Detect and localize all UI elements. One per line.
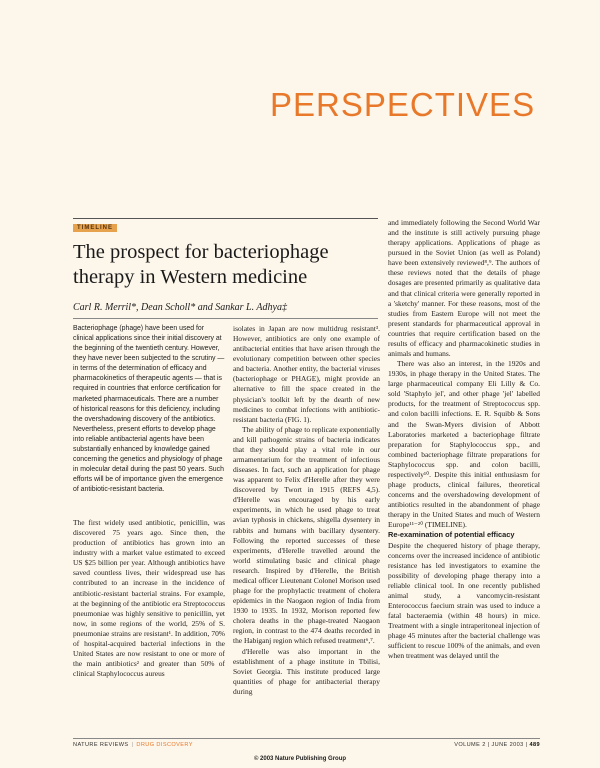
paragraph: The ability of phage to replicate exponentially and kill pathogenic strains of bacteria indicates that they should play a vital role in our armamentarium for the treatment of infectious diseases. In fact, such an application for phage was apparent to Felix d'Herelle after they were discovered by Twort in 1915 (REFS 4,5). d'Herelle was encouraged by his early experiments, in which he used phage to treat avian typhosis in chickens, shigella dysentery in rabbits and humans with bacillary dysentery. Following the reported successes of these experiments, d'Herelle travelled around the world stimulating basic and clinical phage research. Inspired by d'Herelle, the British medical officer Lieutenant Colonel Morison used phage for the prophylactic treatment of cholera epidemics in the Naogaon region of India from 1930 to 1935. In 1932, Morison reported few cholera deaths in the phage-treated Naogaon region, in contrast to the 474 deaths recorded in the Habiganj region which refused treatment⁶,⁷. [233,424,380,646]
section-heading: PERSPECTIVES [270,86,536,123]
paragraph: Despite the chequered history of phage therapy, concerns over the increased incidence of antibiotic resistance has led investigators to examine the possibility of developing phage therapy into a reliable clinical tool. In one recently published animal study, a vancomycin-resistant Enterococcus faecium strain was used to induce a fatal bacteraemia (within 48 hours) in mice. Treatment with a single intraperitoneal injection of phage 45 minutes after the bacterial challenge was sufficient to rescue 100% of the animals, and even when treatment was delayed until the [388,540,540,661]
timeline-tag: TIMELINE [73,224,117,232]
abstract-text: Bacteriophage (phage) have been used for clinical applications since their initial discovery at the beginning of the twentieth century. However, they have never been subjected to the scrutiny — in terms of the determination of efficacy and pharmacokinetics of therapeutic agents — that is required in countries that enforce certification for marketed pharmaceuticals. There are a number of historical reasons for this deficiency, including the overshadowing discovery of the antibiotics. Nevertheless, present efforts to develop phage into reliable antibacterial agents have been substantially enhanced by knowledge gained concerning the genetics and physiology of phage in molecular detail during the past 50 years. Such efforts will be of importance given the emergence of antibiotic-resistant bacteria. [73,325,225,494]
article-authors: Carl R. Merril*, Dean Scholl* and Sankar L. Adhya‡ [73,302,287,313]
paragraph: d'Herelle was also important in the establishment of a phage institute in Tbilisi, Soviet Georgia. This institute produced large quantities of phage for antibacterial therapy during [233,646,380,696]
subjournal-name: DRUG DISCOVERY [136,742,193,748]
volume-info: VOLUME 2 | JUNE 2003 | [454,742,528,748]
authors-rule [73,318,378,319]
paragraph: isolates in Japan are now multidrug resistant³. However, antibiotics are only one example of antibacterial entities that have arisen through the evolutionary competition between other species and bacteria. Another entity, the bacterial viruses (bacteriophage or PHAGE), might provide an alternative to fill the space created in the physician's toolkit left by the dearth of new medicines to combat infections with antibiotic-resistant bacteria (FIG. 1). [233,324,380,424]
article-title: The prospect for bacteriophage therapy in Western medicine [73,241,329,288]
body-column-2 [233,324,380,697]
footer-volume [454,742,540,748]
abstract [73,324,225,495]
top-rule [73,218,378,219]
paragraph: and immediately following the Second World War and the institute is still actively pursuing phage therapy applications. Applications of phage as pursued in the Soviet Union (as well as Poland) have been extensively reviewed⁸,⁹. The authors of these reviews noted that the details of phage dosages are presented primarily as qualitative data and that clinical criteria were generally reported in a 'sketchy' manner. For these reasons, most of the studies from Eastern Europe will not meet the present standards for pharmaceutical approval in countries that require certification based on the results of efficacy and pharmacokinetic studies in animals and humans. [388,218,540,359]
copyright-notice: © 2003 Nature Publishing Group [253,756,347,762]
body-column-3 [388,218,540,661]
page-number: 489 [529,742,540,748]
paragraph: There was also an interest, in the 1920s and 1930s, in phage therapy in the United States. The large pharmaceutical company Eli Lilly & Co. sold 'Staphylo jel', and other phage 'jel' labelled products, for the treatment of Streptococcus spp. and colon bacilli infections. E. R. Squibb & Sons and the Swan-Myers division of Abbott Laboratories marketed a bacteriophage filtrate preparation for Staphylococcus spp., and combined bacteriophage filtrate preparations for Staphylococcus spp. and colon bacilli, respectively¹⁰. Despite this initial enthusiasm for phage products, clinical failures, theoretical concerns and the overshadowing development of antibiotics resulted in the abandonment of phage therapy in the United States and much of Western Europe¹¹⁻²⁰ (TIMELINE). [388,359,540,530]
footer-journal: NATURE REVIEWS | DRUG DISCOVERY [73,742,193,748]
paragraph: The first widely used antibiotic, penicillin, was discovered 75 years ago. Since then, the production of antibiotics has grown into an industry with a market value estimated to exceed US $25 billion per year. Although antibiotics have saved countless lives, their widespread use has contributed to an increase in the incidence of antibiotic-resistant bacterial strains. For example, at the beginning of the antibiotic era Streptococcus pneumoniae was highly sensitive to penicillin, yet now, in some regions of the world, 25% of S. pneumoniae strains are resistant¹. In addition, 70% of hospital-acquired bacterial infections in the United States are now resistant to one or more of the main antibiotics² and greater than 50% of clinical Staphylococcus aureus [73,518,225,679]
footer-rule [73,738,540,739]
section-subheading: Re-examination of potential efficacy [388,530,515,540]
journal-name: NATURE REVIEWS [73,742,129,748]
body-column-1 [73,518,225,679]
